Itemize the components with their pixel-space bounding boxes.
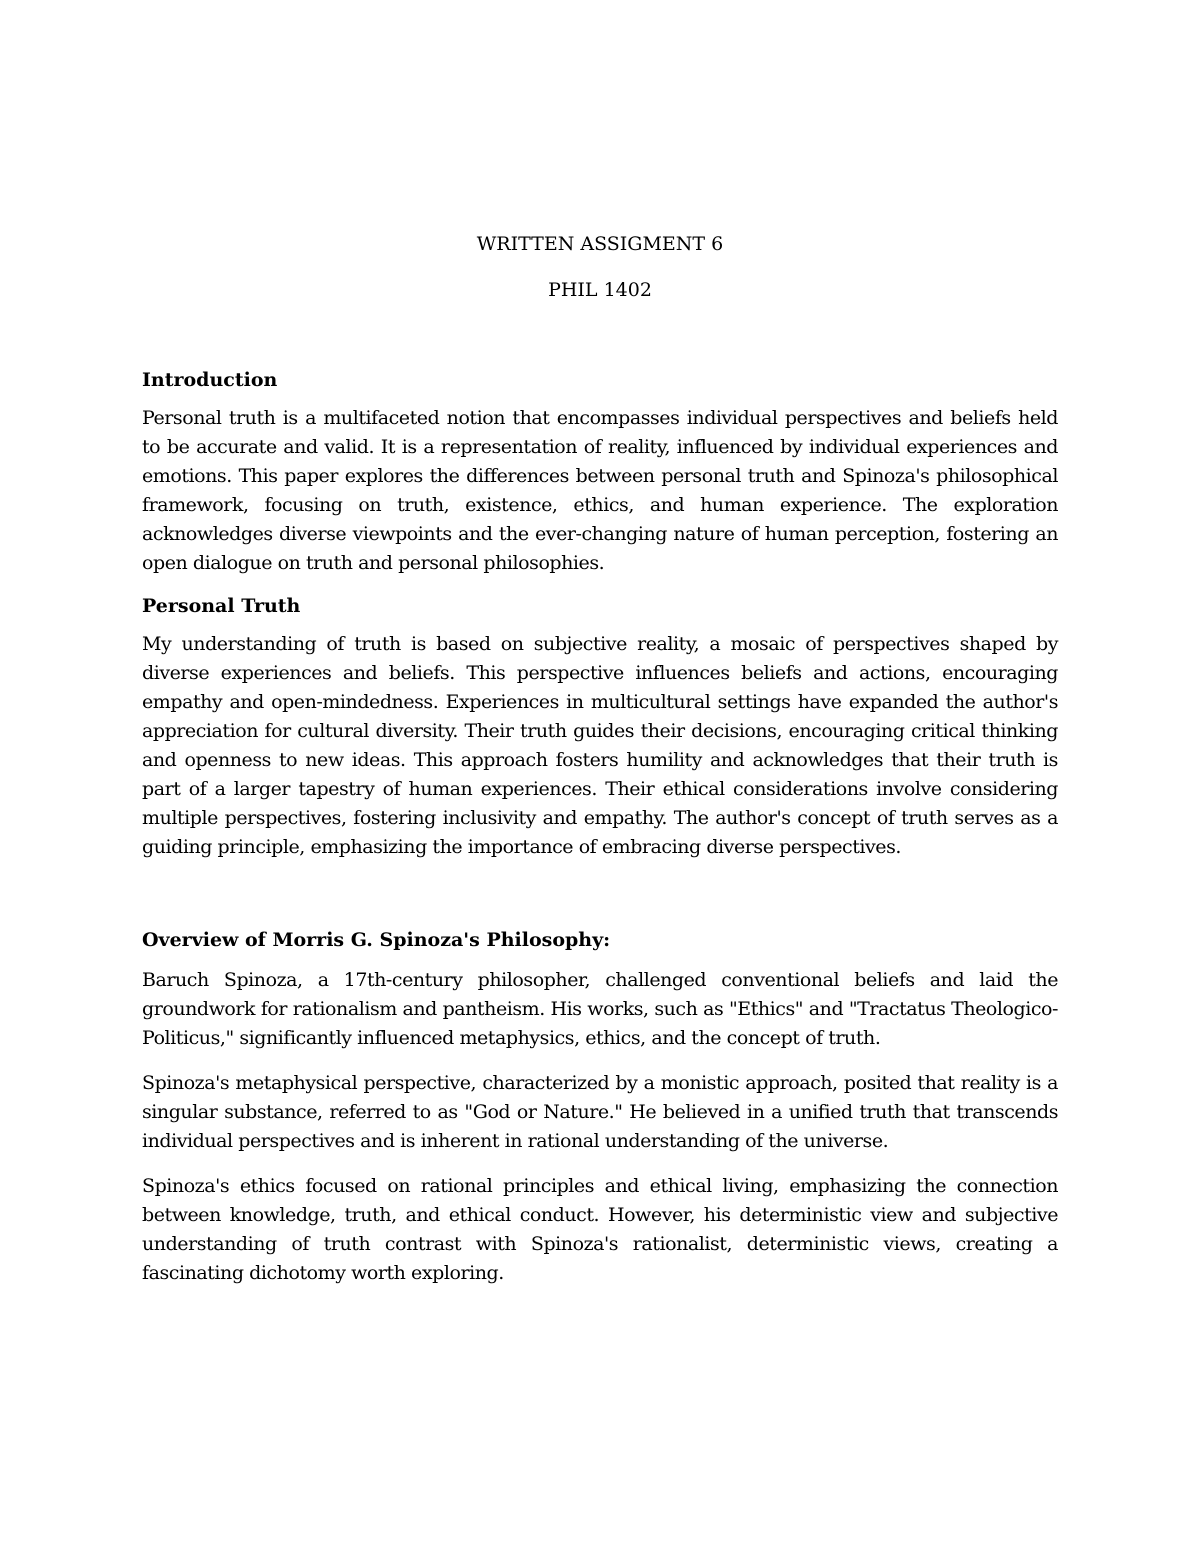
spinoza-overview-paragraph: Baruch Spinoza, a 17th-century philosopher, challenged conventional beliefs and laid the groundwork for rationalism and pantheism. His works, such as "Ethics" and "Tractatus Theologico-Politicus," significantly influenced metaphysics, ethics, and the concept of truth. <box>142 969 1058 1049</box>
spinoza-ethics-paragraph: Spinoza's ethics focused on rational principles and ethical living, emphasizing the connection between knowledge, truth, and ethical conduct. However, his deterministic view and subjective understanding of truth contrast with Spinoza's rationalist, deterministic views, creating a fascinating dichotomy worth exploring. <box>142 1175 1058 1284</box>
page-content <box>142 232 1058 1288</box>
spinoza-metaphysics-paragraph: Spinoza's metaphysical perspective, characterized by a monistic approach, posited that reality is a singular substance, referred to as "God or Nature." He believed in a unified truth that transcends individual perspectives and is inherent in rational understanding of the universe. <box>142 1072 1058 1152</box>
introduction-paragraph: Personal truth is a multifaceted notion that encompasses individual perspectives and beliefs held to be accurate and valid. It is a representation of reality, influenced by individual experiences and emotions. This paper explores the differences between personal truth and Spinoza's philosophical framework, focusing on truth, existence, ethics, and human experience. The exploration acknowledges diverse viewpoints and the ever-changing nature of human perception, fostering an open dialogue on truth and personal philosophies. <box>142 407 1058 574</box>
introduction-heading: Introduction <box>142 369 278 391</box>
personal-truth-heading: Personal Truth <box>142 595 301 617</box>
course-code: PHIL 1402 <box>548 279 652 301</box>
personal-truth-paragraph: My understanding of truth is based on subjective reality, a mosaic of perspectives shaped by diverse experiences and beliefs. This perspective influences beliefs and actions, encouraging empathy and open-mindedness. Experiences in multicultural settings have expanded the author's appreciation for cultural diversity. Their truth guides their decisions, encouraging critical thinking and openness to new ideas. This approach fosters humility and acknowledges that their truth is part of a larger tapestry of human experiences. Their ethical considerations involve considering multiple perspectives, fostering inclusivity and empathy. The author's concept of truth serves as a guiding principle, emphasizing the importance of embracing diverse perspectives. <box>142 633 1058 858</box>
document-title: WRITTEN ASSIGMENT 6 <box>476 233 724 255</box>
spinoza-overview-heading: Overview of Morris G. Spinoza's Philosophy: <box>142 929 611 951</box>
